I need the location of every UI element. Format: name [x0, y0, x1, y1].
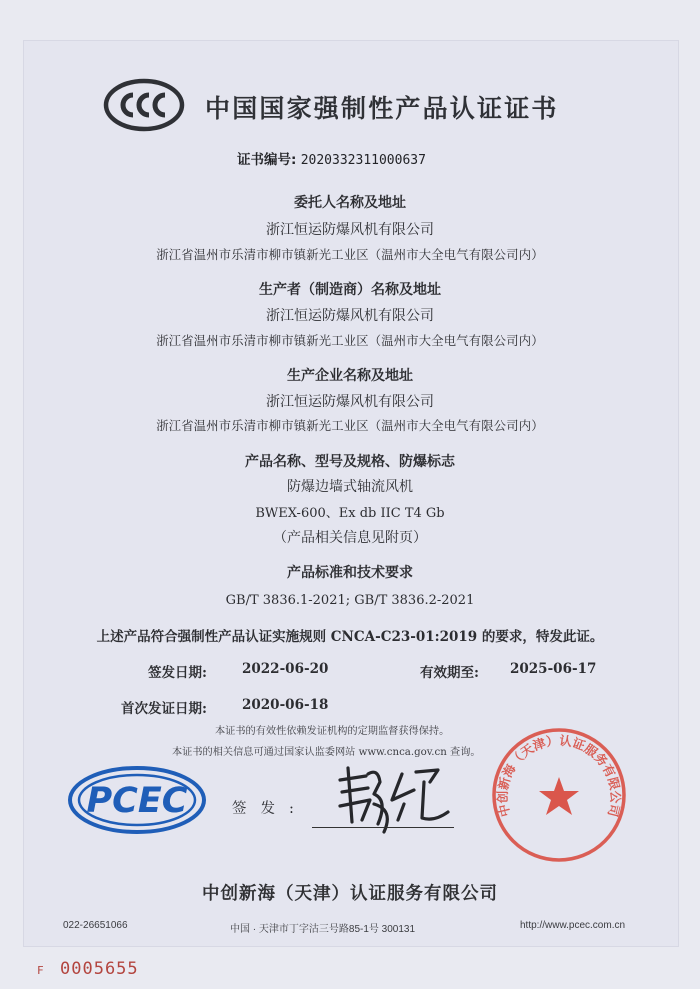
- product-note: （产品相关信息见附页）: [273, 530, 427, 546]
- conformity-statement: 上述产品符合强制性产品认证实施规则 CNCA-C23-01:2019 的要求，特发此证。: [96, 629, 604, 645]
- certificate-title: 中国国家强制性产品认证证书: [205, 94, 559, 123]
- applicant-name: 浙江恒运防爆风机有限公司: [266, 222, 434, 238]
- serial-prefix: F: [37, 964, 44, 977]
- footer-phone: 022-26651066: [63, 920, 128, 931]
- standards-heading: 产品标准和技术要求: [287, 565, 413, 581]
- first-issue-date-label: 首次发证日期:: [121, 701, 207, 717]
- serial-number: 0005655: [60, 959, 139, 979]
- pcec-logo: [67, 765, 207, 835]
- manufacturer-name: 浙江恒运防爆风机有限公司: [266, 308, 434, 324]
- factory-heading: 生产企业名称及地址: [287, 368, 413, 384]
- valid-until-value: 2025-06-17: [510, 661, 597, 677]
- applicant-heading: 委托人名称及地址: [294, 195, 406, 211]
- validity-note: 本证书的有效性依赖发证机构的定期监督获得保持。: [215, 726, 450, 737]
- pcec-logo-text: PCEC: [86, 781, 188, 821]
- certificate-number-label: 证书编号:: [237, 152, 297, 168]
- seal-star-icon: [539, 777, 579, 815]
- footer-address: 中国 · 天津市丁字沽三号路85-1号 300131: [230, 924, 416, 935]
- certificate-number: [237, 148, 426, 168]
- product-heading: 产品名称、型号及规格、防爆标志: [245, 454, 455, 470]
- issue-date-label: 签发日期:: [148, 665, 207, 681]
- first-issue-date-value: 2020-06-18: [242, 697, 329, 713]
- ccc-logo: [103, 78, 185, 132]
- manufacturer-address: 浙江省温州市乐清市柳市镇新光工业区（温州市大全电气有限公司内）: [156, 334, 544, 348]
- certificate-number-value: 2020332311000637: [300, 153, 426, 168]
- product-model: BWEX-600、Ex db IIC T4 Gb: [255, 506, 445, 521]
- query-note: 本证书的相关信息可通过国家认监委网站 www.cnca.gov.cn 查询。: [172, 747, 481, 758]
- footer-website: http://www.pcec.com.cn: [520, 920, 626, 931]
- valid-until-label: 有效期至:: [420, 665, 479, 681]
- standards-value: GB/T 3836.1-2021; GB/T 3836.2-2021: [225, 593, 475, 608]
- product-name: 防爆边墙式轴流风机: [287, 479, 413, 495]
- signature-line: [312, 827, 454, 828]
- issuing-organization: 中创新海（天津）认证服务有限公司: [202, 884, 498, 904]
- issue-date-value: 2022-06-20: [242, 661, 329, 677]
- manufacturer-heading: 生产者（制造商）名称及地址: [259, 282, 441, 298]
- factory-name: 浙江恒运防爆风机有限公司: [266, 394, 434, 410]
- signature-label: 签发:: [232, 801, 308, 817]
- applicant-address: 浙江省温州市乐清市柳市镇新光工业区（温州市大全电气有限公司内）: [156, 248, 544, 262]
- seal-text: 中创新海（天津）认证服务有限公司: [494, 732, 624, 819]
- official-seal: [489, 725, 629, 865]
- factory-address: 浙江省温州市乐清市柳市镇新光工业区（温州市大全电气有限公司内）: [156, 419, 544, 433]
